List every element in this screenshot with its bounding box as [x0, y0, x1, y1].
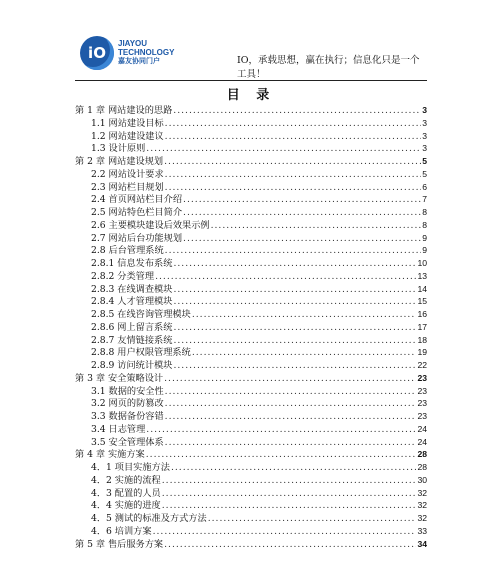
toc-entry-page: 33: [417, 525, 427, 536]
toc-entry-page: 9: [422, 245, 427, 256]
logo-line-1: JIAYOU: [118, 39, 148, 48]
toc-entry-label: 2.3 网站栏目规划: [91, 181, 164, 193]
toc-leader-dots: [165, 411, 417, 423]
toc-section-entry[interactable]: [75, 308, 427, 321]
toc-entry-label: 1.2 网站建设建议: [91, 130, 164, 142]
toc-leader-dots: [208, 513, 417, 525]
toc-section-entry[interactable]: [75, 130, 427, 143]
toc-entry-label: 第 5 章 售后服务方案: [75, 538, 164, 550]
toc-leader-dots: [171, 462, 417, 474]
toc-entry-label: 4．6 培训方案: [91, 525, 152, 537]
toc-leader-dots: [162, 500, 417, 512]
toc-section-entry[interactable]: [75, 295, 427, 308]
toc-leader-dots: [155, 271, 416, 283]
toc-section-entry[interactable]: [75, 512, 427, 525]
toc-entry-page: 8: [422, 219, 427, 230]
toc-entry-page: 22: [417, 360, 427, 370]
toc-leader-dots: [164, 156, 421, 168]
toc-section-entry[interactable]: [75, 219, 427, 232]
toc-chapter-entry[interactable]: [75, 155, 427, 168]
toc-entry-label: 2.8.4 人才管理模块: [91, 296, 173, 308]
toc-leader-dots: [164, 539, 416, 551]
toc-entry-label: 1.1 网站建设目标: [91, 117, 164, 129]
toc-leader-dots: [211, 220, 422, 232]
toc-title: 目 录: [226, 88, 276, 103]
toc-entry-label: 2.8.3 在线调查模块: [91, 283, 173, 295]
toc-section-entry[interactable]: [75, 257, 427, 270]
toc-entry-label: 3.3 数据备份容错: [91, 411, 164, 422]
toc-entry-label: 4．4 实施的进度: [91, 500, 161, 512]
toc-section-entry[interactable]: [75, 283, 427, 296]
toc-entry-page: 28: [417, 462, 427, 472]
header-slogan: IO，承载思想，赢在执行；信息化只是一个工具！: [237, 55, 420, 80]
toc-section-entry[interactable]: [75, 181, 427, 194]
toc-leader-dots: [165, 169, 422, 181]
toc-leader-dots: [183, 233, 421, 245]
logo-line-3: 嘉友协同门户: [118, 58, 160, 65]
toc-section-entry[interactable]: [75, 168, 427, 181]
toc-section-entry[interactable]: [75, 487, 427, 500]
toc-entry-page: 23: [417, 411, 427, 421]
toc-leader-dots: [165, 437, 417, 449]
toc-entry-label: 3.2 网页的防篡改: [91, 398, 164, 410]
toc-leader-dots: [162, 488, 417, 500]
toc-entry-page: 23: [417, 398, 427, 409]
toc-section-entry[interactable]: [75, 397, 427, 410]
toc-entry-label: 2.8.5 在线咨询管理模块: [91, 309, 191, 320]
toc-entry-label: 2.6 主要模块建设后效果示例: [91, 219, 210, 231]
toc-section-entry[interactable]: [75, 334, 427, 347]
toc-entry-label: 第 2 章 网站建设规划: [75, 156, 164, 167]
toc-section-entry[interactable]: [75, 499, 427, 512]
toc-section-entry[interactable]: [75, 436, 427, 449]
toc-entry-page: 24: [417, 423, 427, 434]
toc-leader-dots: [173, 322, 416, 334]
toc-leader-dots: [146, 424, 416, 436]
toc-entry-label: 2.8 后台管理系统: [91, 245, 164, 257]
toc-entry-label: 3.1 数据的安全性: [91, 385, 164, 397]
toc-entry-page: 5: [422, 168, 427, 179]
toc-entry-label: 4．5 测试的标准及方式方法: [91, 513, 207, 524]
toc-leader-dots: [165, 398, 417, 410]
toc-entry-label: 4．1 项目实施方法: [91, 462, 170, 473]
toc-leader-dots: [162, 475, 417, 487]
toc-entry-label: 2.7 网站后台功能规划: [91, 232, 183, 244]
toc-leader-dots: [165, 118, 422, 130]
toc-entry-page: 3: [422, 130, 427, 141]
logo-mark: iO: [80, 36, 114, 70]
toc-section-entry[interactable]: [75, 321, 427, 334]
toc-entry-label: 2.8.8 用户权限管理系统: [91, 347, 191, 359]
toc-section-entry[interactable]: [75, 206, 427, 219]
toc-entry-label: 3.4 日志管理: [91, 423, 146, 435]
toc-entry-page: 3: [422, 117, 427, 128]
toc-section-entry[interactable]: [75, 346, 427, 359]
toc-entry-page: 19: [417, 347, 427, 358]
toc-entry-label: 2.8.7 友情链接系统: [91, 334, 173, 346]
toc-entry-label: 4．3 配置的人员: [91, 487, 161, 499]
toc-entry-page: 17: [417, 321, 427, 332]
toc-leader-dots: [173, 258, 416, 270]
toc-entry-page: 3: [422, 143, 427, 154]
toc-entry-page: 28: [417, 449, 427, 460]
toc-entry-page: 18: [417, 334, 427, 345]
toc-entry-page: 30: [417, 474, 427, 485]
company-logo: [80, 36, 200, 72]
toc-entry-label: 1.3 设计原则: [91, 143, 146, 155]
table-of-contents: [75, 104, 427, 550]
logo-line-2: TECHNOLOGY: [118, 48, 175, 57]
toc-leader-dots: [165, 131, 422, 143]
toc-leader-dots: [165, 245, 422, 257]
toc-entry-label: 第 3 章 安全策略设计: [75, 372, 164, 384]
toc-entry-page: 15: [417, 296, 427, 307]
toc-leader-dots: [146, 143, 421, 155]
toc-chapter-entry[interactable]: [75, 104, 427, 117]
toc-leader-dots: [192, 309, 417, 321]
toc-section-entry[interactable]: [75, 474, 427, 487]
toc-leader-dots: [165, 182, 422, 194]
toc-entry-page: 6: [422, 181, 427, 192]
toc-section-entry[interactable]: [75, 244, 427, 257]
toc-section-entry[interactable]: [75, 193, 427, 206]
toc-entry-label: 第 1 章 网站建设的思路: [75, 105, 173, 116]
toc-section-entry[interactable]: [75, 142, 427, 155]
toc-leader-dots: [173, 296, 416, 308]
toc-leader-dots: [173, 105, 421, 117]
toc-entry-page: 23: [417, 372, 427, 383]
toc-entry-page: 7: [422, 194, 427, 205]
toc-section-entry[interactable]: [75, 423, 427, 436]
toc-chapter-entry[interactable]: [75, 372, 427, 385]
toc-entry-page: 10: [417, 258, 427, 268]
toc-chapter-entry[interactable]: [75, 538, 427, 551]
toc-entry-page: 32: [417, 500, 427, 511]
toc-entry-label: 2.5 网站特色栏目简介: [91, 207, 183, 218]
toc-leader-dots: [165, 386, 417, 398]
toc-entry-label: 4．2 实施的流程: [91, 474, 161, 486]
toc-leader-dots: [164, 373, 416, 385]
toc-entry-page: 32: [417, 487, 427, 498]
toc-entry-page: 32: [417, 513, 427, 523]
toc-leader-dots: [183, 194, 421, 206]
toc-section-entry[interactable]: [75, 270, 427, 283]
toc-entry-label: 2.8.6 网上留言系统: [91, 321, 173, 333]
toc-entry-page: 3: [422, 105, 427, 115]
toc-entry-label: 2.8.2 分类管理: [91, 270, 155, 282]
toc-entry-page: 23: [417, 385, 427, 396]
header-divider: [75, 80, 427, 81]
toc-entry-page: 5: [422, 156, 427, 166]
toc-leader-dots: [173, 360, 416, 372]
toc-section-entry[interactable]: [75, 232, 427, 245]
toc-entry-page: 24: [417, 436, 427, 447]
toc-entry-label: 第 4 章 实施方案: [75, 449, 145, 461]
toc-entry-label: 2.4 首页网站栏目介绍: [91, 194, 183, 206]
toc-entry-label: 2.8.9 访问统计模块: [91, 360, 173, 371]
toc-entry-page: 13: [417, 270, 427, 281]
toc-leader-dots: [146, 449, 417, 461]
toc-section-entry[interactable]: [75, 117, 427, 130]
toc-leader-dots: [153, 526, 417, 538]
toc-entry-label: 2.2 网站设计要求: [91, 168, 164, 180]
toc-leader-dots: [183, 207, 421, 219]
toc-leader-dots: [173, 284, 416, 296]
toc-leader-dots: [173, 335, 416, 347]
toc-section-entry[interactable]: [75, 410, 427, 423]
toc-section-entry[interactable]: [75, 385, 427, 398]
toc-entry-page: 8: [422, 207, 427, 217]
toc-entry-label: 2.8.1 信息发布系统: [91, 258, 173, 269]
logo-wordmark: [118, 39, 202, 66]
toc-section-entry[interactable]: [75, 461, 427, 474]
toc-entry-page: 14: [417, 283, 427, 294]
toc-section-entry[interactable]: [75, 525, 427, 538]
toc-chapter-entry[interactable]: [75, 448, 427, 461]
toc-section-entry[interactable]: [75, 359, 427, 372]
toc-entry-page: 9: [422, 232, 427, 243]
toc-entry-page: 16: [417, 309, 427, 319]
toc-leader-dots: [192, 347, 417, 359]
toc-entry-label: 3.5 安全管理体系: [91, 436, 164, 448]
toc-entry-page: 34: [417, 538, 427, 549]
